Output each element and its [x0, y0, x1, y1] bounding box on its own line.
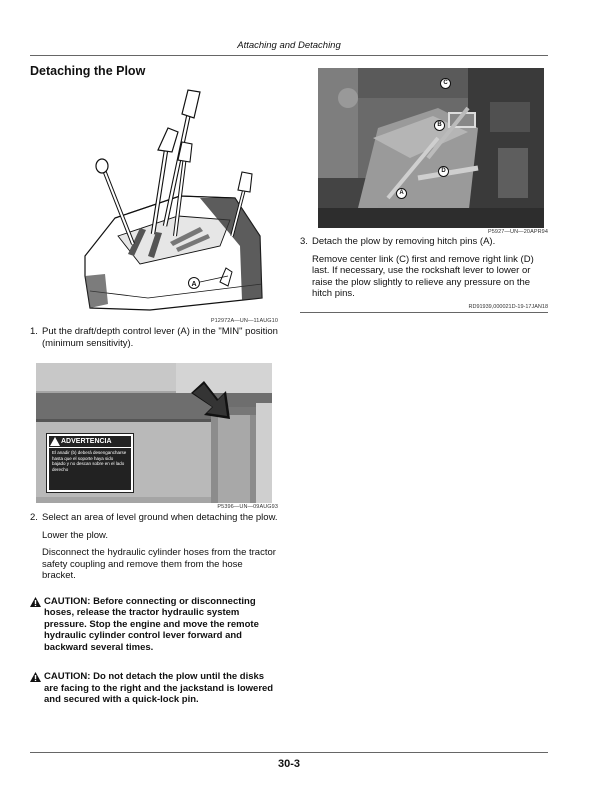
decal-title: ADVERTENCIA	[49, 436, 131, 447]
step-text: Put the draft/depth control lever (A) in the "MIN" position (minimum sensitivity).	[42, 326, 278, 349]
caution-text: CAUTION: Before connecting or disconnecting hoses, release the tractor hydraulic system pressure. Stop the engine and move the remote hydraulic cylinder control lever forward and backward several times.	[44, 595, 259, 653]
callout-a-label: A	[191, 281, 197, 288]
step-number: 2.	[30, 512, 38, 523]
caution-hydraulic-pressure	[30, 596, 278, 654]
step-2	[30, 512, 278, 524]
figure-id: P12972A—UN—11AUG10	[210, 318, 278, 324]
reference-rule	[300, 312, 548, 313]
footer-rule	[30, 752, 548, 753]
figure-id: P5396—UN—09AUG93	[217, 504, 278, 510]
jackstand-photo-figure	[36, 363, 278, 510]
warning-triangle-icon	[30, 671, 44, 706]
step-number: 3.	[300, 236, 308, 247]
step-3	[300, 236, 548, 248]
hitch-photo-figure	[318, 68, 548, 235]
callout-c: C	[440, 78, 451, 89]
reference-id: RD91939,000021D-19-17JAN18	[468, 303, 548, 310]
warning-triangle-icon	[30, 596, 44, 654]
decal-text: El anadir (b) deberá desengancharse hasta que el soporte haya sido bajado y no descan sobre en el lado derecho	[49, 448, 131, 490]
step-text: Detach the plow by removing hitch pins (A).	[312, 236, 496, 247]
control-lever-illustration	[30, 86, 278, 312]
step-2-paragraph: Lower the plow.	[42, 529, 109, 541]
jackstand-photo	[36, 363, 272, 503]
step-number: 1.	[30, 326, 38, 337]
figure-id: P5927—UN—20APR94	[488, 229, 548, 235]
decal-warning-icon	[50, 437, 60, 446]
callout-a: A	[396, 188, 407, 199]
warning-decal	[46, 433, 134, 493]
hitch-photo	[318, 68, 544, 228]
step-1	[30, 326, 278, 349]
callout-d: D	[438, 166, 449, 177]
section-title: Detaching the Plow	[30, 64, 146, 78]
control-lever-figure	[30, 86, 278, 324]
right-column	[300, 64, 548, 313]
left-column	[30, 64, 278, 706]
callout-b: B	[434, 120, 445, 131]
caution-text: CAUTION: Do not detach the plow until the disks are facing to the right and the jackstand is lowered and secured with a quick-lock pin.	[44, 671, 274, 705]
header-rule	[30, 55, 548, 56]
step-3-paragraph: Remove center link (C) first and remove right link (D) last. If necessary, use the rockshaft lever to lower or raise the plow slightly to relieve any pressure on the hitch pins.	[312, 253, 534, 299]
running-header: Attaching and Detaching	[237, 40, 341, 51]
caution-detach-plow	[30, 671, 278, 706]
step-text: Select an area of level ground when detaching the plow.	[42, 512, 278, 523]
page-number: 30-3	[277, 758, 301, 770]
step-2-paragraph: Disconnect the hydraulic cylinder hoses from the tractor safety coupling and remove them from the hose bracket.	[42, 547, 276, 581]
